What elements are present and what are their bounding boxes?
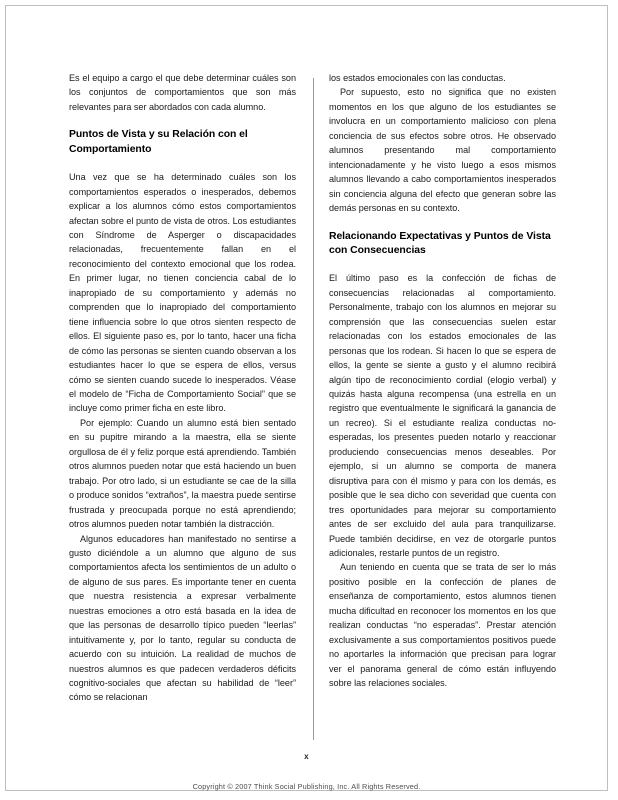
spacer <box>69 157 296 170</box>
page-number: x <box>304 752 309 761</box>
paragraph: los estados emocionales con las conductas. <box>329 73 506 83</box>
spacer <box>329 258 556 271</box>
paragraph: El último paso es la confección de fichas de consecuencias relacionadas al comportamiento. Personalmente, trabajo con los alumnos en mejorar su comprensión que las consecuencias suelen estar relacionadas con los estados emocionales de las personas que los rodean. Si hacen lo que se espera de ellos, la gente se siente a gusto y el alumno recibirá algún tipo de reconocimiento cordial (elogio verbal) y quizás hasta alguna recompensa (una estrella en un registro que eventualmente le significará la ganancia de un recreo). Si el estudiante realiza conductas no-esperadas, los presentes pueden notarlo y reaccionar produciendo consecuencias menos deseables. Por ejemplo, si un alumno se comporta de manera disruptiva para con él mismo y para con los demás, es posible que le sea dicho con severidad que cuenta con tres oportunidades para mejorar su comportamiento antes de ser excluido del aula para tranquilizarse. Puede también decidirse, en vez de otorgarle puntos adicionales, restarle puntos de un registro. <box>329 273 556 558</box>
page-content <box>63 71 561 739</box>
paragraph: Por supuesto, esto no significa que no existen momentos en los que alguno de los estudiantes se involucra en un comportamiento malicioso con plena conciencia de sus efectos sobre otros. He observado alumnos presentando mal comportamiento intencionadamente y he visto luego a esos mismos alumnos llevando a cabo comportamientos inesperados sin conciencia alguna del efecto que generan sobre las demás personas en su contexto. <box>329 87 556 214</box>
paragraph: Por ejemplo: Cuando un alumno está bien sentado en su pupitre mirando a la maestra, ella se siente orgullosa de él y feliz porque está aprendiendo. También otros alumnos pueden notar que está haciendo un buen trabajo. Por otro lado, si un estudiante se cae de la silla o produce sonidos “extraños”, la maestra puede sentirse frustrada y preocupada porque no está aprendiendo; otros alumnos pueden notar también la distracción. <box>69 417 296 530</box>
section-heading-puntos-de-vista: Puntos de Vista y su Relación con el Comportamiento <box>69 129 248 155</box>
paragraph: Es el equipo a cargo el que debe determinar cuáles son los conjuntos de comportamientos que son más relevantes para ser abordados con cada alumno. <box>69 73 296 112</box>
paragraph: Una vez que se ha determinado cuáles son los comportamientos esperados o inesperados, debemos explicar a los alumnos cómo estos comportamientos afectan sobre el punto de vista de otros. Los estudiantes con Síndrome de Asperger o discapacidades relacionadas, frecuentemente fallan en el reconocimiento del contexto emocional que los rodea. En primer lugar, no tienen conciencia cabal de lo inapropiado de su comportamiento y además no comprenden que lo inapropiado del comportamiento tiene influencia sobre lo que otros sienten respecto de ellos. El siguiente paso es, por lo tanto, hacer una ficha de cómo las personas se sienten cuando observan a los estudiantes hacer lo que se espera de ellos, versus cómo se sienten cuando sucede lo inesperados. Véase el modelo de “Ficha de Comportamiento Social” que se incluye como primer ficha en este libro. <box>69 172 296 414</box>
left-column <box>69 71 296 739</box>
right-column <box>329 71 556 739</box>
paragraph: Algunos educadores han manifestado no sentirse a gusto diciéndole a un alumno que alguno de sus comportamientos afecta los sentimientos de un adulto o de alguno de sus pares. Es importante tener en cuenta que nuestra resistencia a expresar verbalmente nuestras emociones a otro está basada en la idea de que las personas de desarrollo típico pueden “leerlas” intuitivamente y, por lo tanto, regular su conducta de acuerdo con su intuición. La realidad de muchos de nuestros alumnos es que padecen verdaderos déficits cognitivo-sociales que afectan su habilidad de “leer” cómo se relacionan <box>69 533 296 703</box>
spacer <box>329 216 556 230</box>
spacer <box>69 114 296 128</box>
footer-copyright: Copyright © 2007 Think Social Publishing, Inc. All Rights Reserved. <box>192 782 421 791</box>
section-heading-relacionando-expectativas: Relacionando Expectativas y Puntos de Vista con Consecuencias <box>329 230 551 256</box>
document-page <box>5 5 608 791</box>
column-divider-rule <box>313 78 314 740</box>
paragraph: Aun teniendo en cuenta que se trata de ser lo más positivo posible en la confección de planes de enseñanza de comportamiento, estos alumnos tienen mucha dificultad en reconocer los momentos en los que realizan conductas “no esperadas”. Prestar atención exclusivamente a sus comportamientos positivos puede no aportarles la información que precisan para lograr ver el panorama general de cómo están influyendo sobre las relaciones sociales. <box>329 562 556 689</box>
